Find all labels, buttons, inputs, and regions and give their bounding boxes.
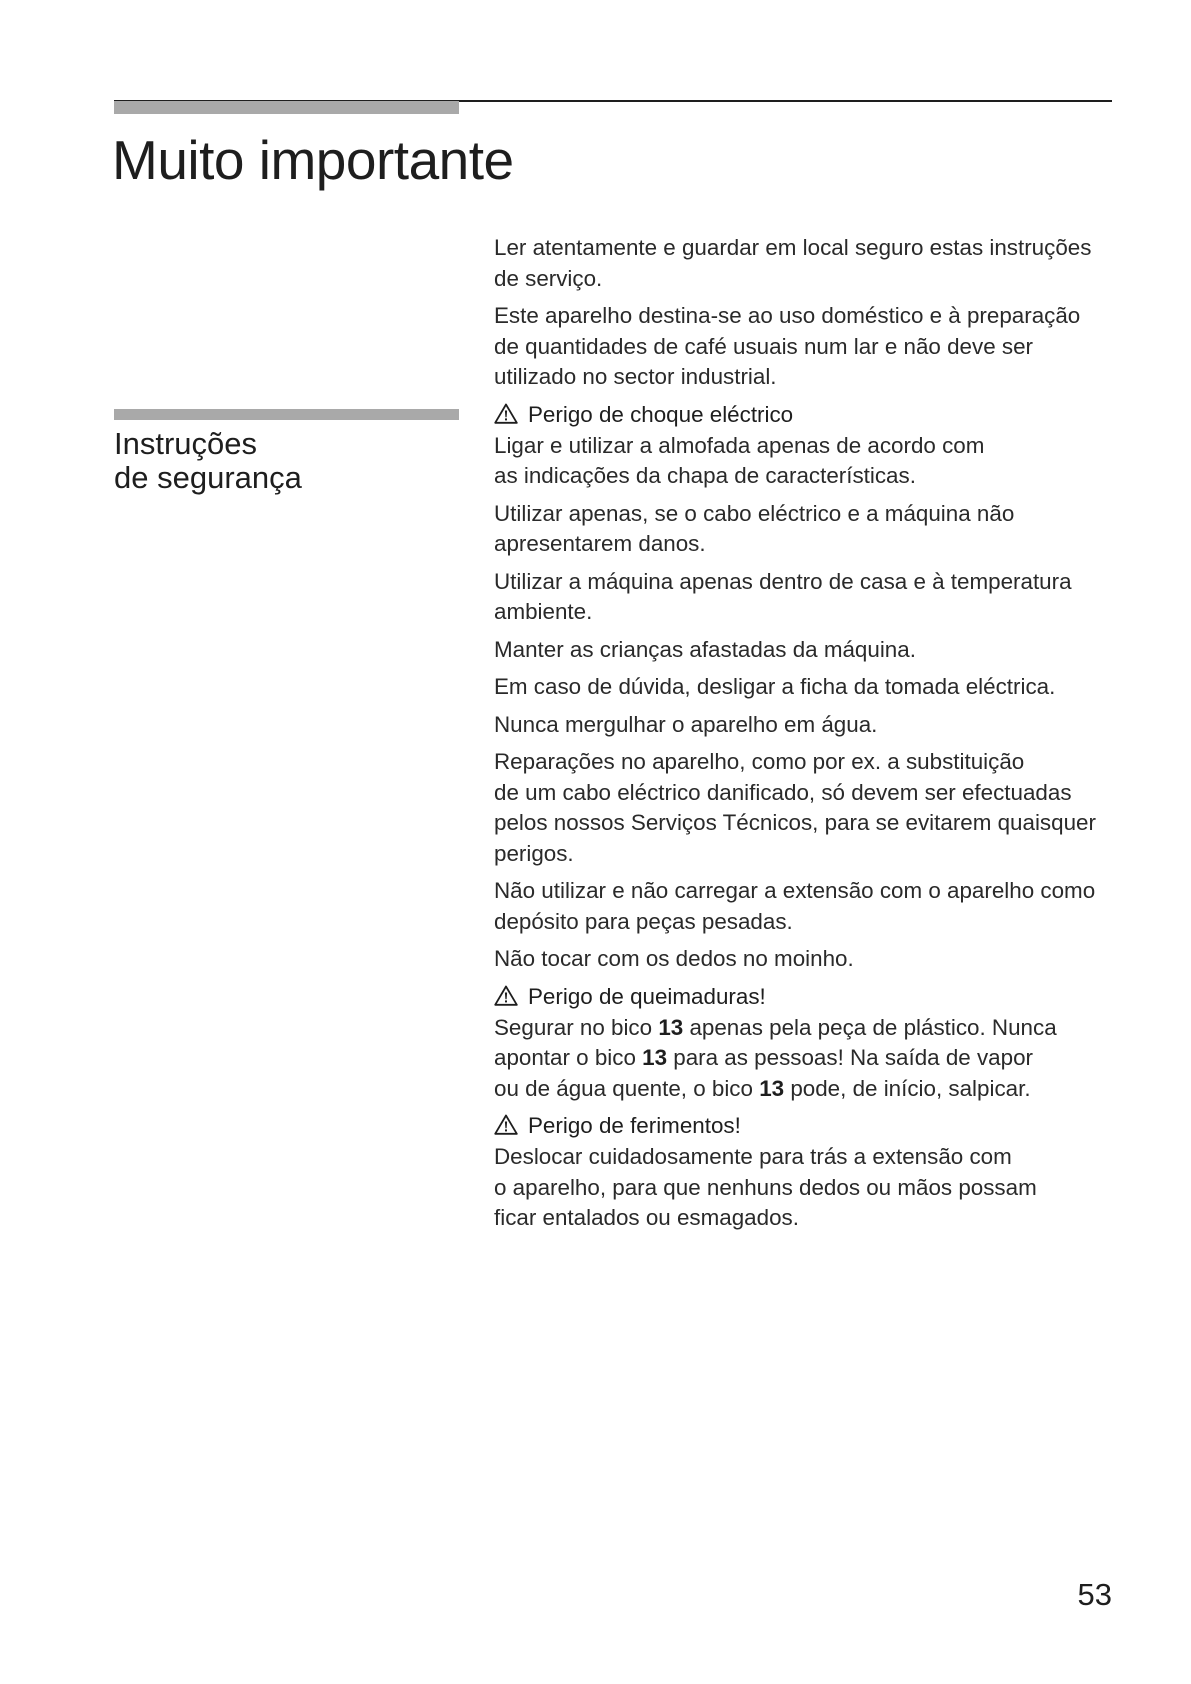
text-fragment: pode, de início, salpicar. (784, 1075, 1031, 1101)
part-number: 13 (658, 1014, 684, 1040)
text-line: perigos. (494, 840, 574, 866)
part-number: 13 (642, 1045, 668, 1070)
safety-paragraph (494, 431, 1119, 492)
safety-paragraph (494, 1013, 1119, 1105)
section-heading (114, 427, 444, 495)
warning-triangle-icon (494, 985, 518, 1006)
safety-paragraph (494, 710, 1119, 741)
safety-paragraph (494, 567, 1119, 628)
text-line (494, 1074, 1119, 1105)
safety-paragraph (494, 635, 1119, 666)
warning-heading-text: Perigo de queimaduras! (528, 983, 766, 1009)
text-line: o aparelho, para que nenhuns dedos ou mãos possam (494, 1174, 1037, 1200)
text-line: depósito para peças pesadas. (494, 908, 793, 934)
text-line: Não utilizar e não carregar a extensão com o aparelho como (494, 878, 1096, 903)
warning-heading-text: Perigo de choque eléctrico (528, 401, 794, 427)
text-fragment: ou de água quente, o bico (494, 1075, 760, 1101)
text-line: Manter as crianças afastadas da máquina. (494, 636, 916, 662)
page-number: 53 (1077, 1577, 1112, 1612)
safety-paragraph (494, 672, 1119, 703)
text-line: ficar entalados ou esmagados. (494, 1205, 799, 1230)
safety-paragraph (494, 944, 1119, 975)
text-line: Nunca mergulhar o aparelho em água. (494, 711, 878, 737)
safety-paragraph (494, 1142, 1119, 1234)
intro-paragraph (494, 301, 1119, 393)
text-fragment: apontar o bico (494, 1045, 643, 1070)
section-heading-line: Instruções (114, 426, 258, 461)
text-line: Ler atentamente e guardar em local seguro estas instruções (494, 235, 1092, 260)
text-line: Não tocar com os dedos no moinho. (494, 946, 854, 971)
text-line: Este aparelho destina-se ao uso doméstico e à preparação (494, 303, 1081, 328)
warning-heading-text: Perigo de ferimentos! (528, 1113, 741, 1138)
text-line: Ligar e utilizar a almofada apenas de acordo com (494, 432, 985, 458)
text-line: de quantidades de café usuais num lar e não deve ser (494, 333, 1033, 359)
section-rule (114, 409, 459, 420)
text-line: Utilizar a máquina apenas dentro de casa e à temperatura (494, 568, 1072, 594)
warning-heading-electric (494, 400, 1119, 430)
top-rule-accent (114, 101, 459, 114)
text-line: Utilizar apenas, se o cabo eléctrico e a máquina não (494, 500, 1015, 526)
section-heading-line: de segurança (114, 460, 302, 495)
warning-triangle-icon (494, 403, 518, 424)
text-line: utilizado no sector industrial. (494, 364, 777, 389)
text-fragment: para as pessoas! Na saída de vapor (667, 1045, 1033, 1070)
warning-triangle-icon (494, 1114, 518, 1135)
text-line: pelos nossos Serviços Técnicos, para se evitarem quaisquer (494, 810, 1096, 835)
text-fragment: Segurar no bico (494, 1014, 659, 1040)
text-line: Reparações no aparelho, como por ex. a substituição (494, 749, 1025, 774)
safety-paragraph (494, 747, 1119, 869)
text-line: ambiente. (494, 599, 593, 624)
safety-paragraph (494, 499, 1119, 560)
warning-heading-burns (494, 982, 1119, 1012)
text-line: as indicações da chapa de características. (494, 463, 916, 488)
text-fragment: apenas pela peça de plástico. Nunca (683, 1014, 1057, 1040)
text-line: apresentarem danos. (494, 531, 706, 556)
page-title: Muito importante (112, 129, 514, 191)
text-line: de um cabo eléctrico danificado, só devem ser efectuadas (494, 779, 1072, 805)
text-line: de serviço. (494, 265, 603, 291)
text-line (494, 1043, 1119, 1074)
main-content (494, 233, 1119, 1241)
part-number: 13 (759, 1075, 785, 1101)
text-line: Em caso de dúvida, desligar a ficha da tomada eléctrica. (494, 674, 1056, 699)
text-line (494, 1013, 1119, 1044)
text-line: Deslocar cuidadosamente para trás a extensão com (494, 1144, 1012, 1169)
safety-paragraph (494, 876, 1119, 937)
intro-paragraph (494, 233, 1119, 294)
warning-heading-injury (494, 1111, 1119, 1141)
